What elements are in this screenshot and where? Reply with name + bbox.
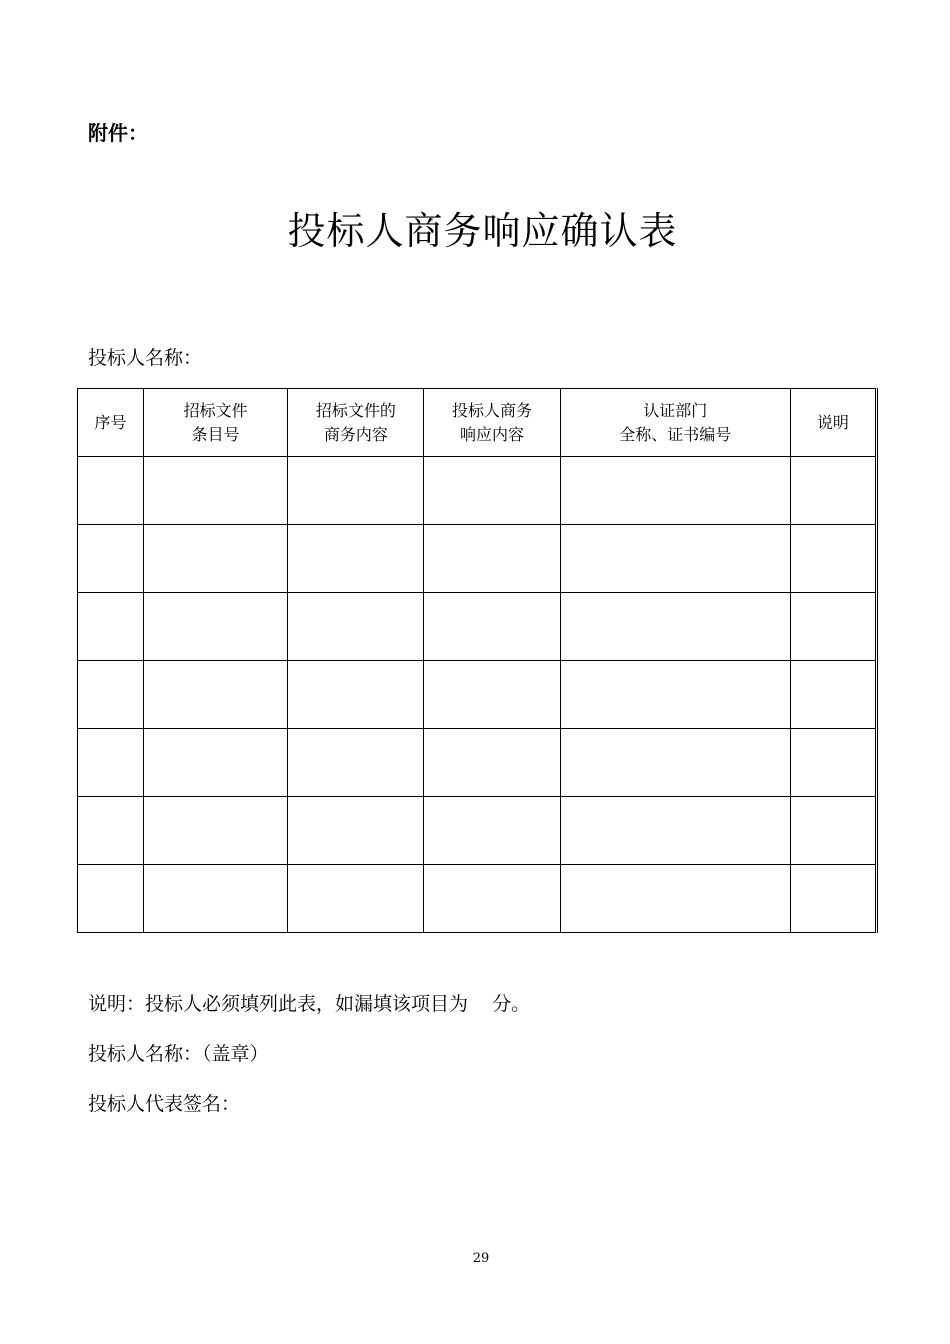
header-tender-business-content: 招标文件的 商务内容 [288,389,424,457]
table-row [78,457,877,525]
table-row [78,797,877,865]
page-title: 投标人商务响应确认表 [287,209,678,253]
table-cell [144,865,288,933]
table-cell [288,457,424,525]
page-number: 29 [472,1251,490,1266]
table-cell [78,593,144,661]
table-cell [424,865,560,933]
table-cell [144,729,288,797]
header-serial-number: 序号 [78,389,144,457]
table-cell [424,525,560,593]
table-row [78,593,877,661]
table-row [78,525,877,593]
table-cell [790,457,876,525]
table-cell [790,593,876,661]
table-cell [144,593,288,661]
table-cell [424,661,560,729]
table-cell [560,729,790,797]
table-row [78,729,877,797]
table-cell [78,661,144,729]
table-cell [288,593,424,661]
table-cell [790,661,876,729]
table-cell [424,729,560,797]
header-tender-item-number: 招标文件 条目号 [144,389,288,457]
table-cell [78,457,144,525]
table-cell [144,457,288,525]
table-cell [560,661,790,729]
header-remarks: 说明 [790,389,876,457]
header-certification-department: 认证部门 全称、证书编号 [560,389,790,457]
table-cell [78,729,144,797]
table-cell [288,661,424,729]
bidder-seal-label: 投标人名称：（盖章） [88,1043,269,1065]
table-cell [560,457,790,525]
table-cell [78,525,144,593]
table-cell [288,525,424,593]
table-cell [288,797,424,865]
header-bidder-response-content: 投标人商务 响应内容 [424,389,560,457]
table-row [78,865,877,933]
table-cell [790,797,876,865]
table-cell [560,797,790,865]
table-row [78,661,877,729]
table-cell [424,457,560,525]
table-cell [424,593,560,661]
table-cell [424,797,560,865]
table-cell [144,525,288,593]
table-cell [560,593,790,661]
table-cell [78,865,144,933]
attachment-label: 附件： [88,121,148,145]
table-cell [790,525,876,593]
table-cell [78,797,144,865]
table-cell [560,865,790,933]
table-cell [790,865,876,933]
representative-signature-label: 投标人代表签名： [88,1093,241,1115]
table-cell [288,729,424,797]
bidder-name-label: 投标人名称： [88,347,203,369]
table-cell [144,661,288,729]
table-cell [288,865,424,933]
instruction-note: 说明：投标人必须填列此表，如漏填该项目为 分。 [88,993,531,1015]
business-response-table [77,388,878,933]
table-cell [790,729,876,797]
table-cell [560,525,790,593]
table-cell [144,797,288,865]
table-header-row [78,389,877,457]
